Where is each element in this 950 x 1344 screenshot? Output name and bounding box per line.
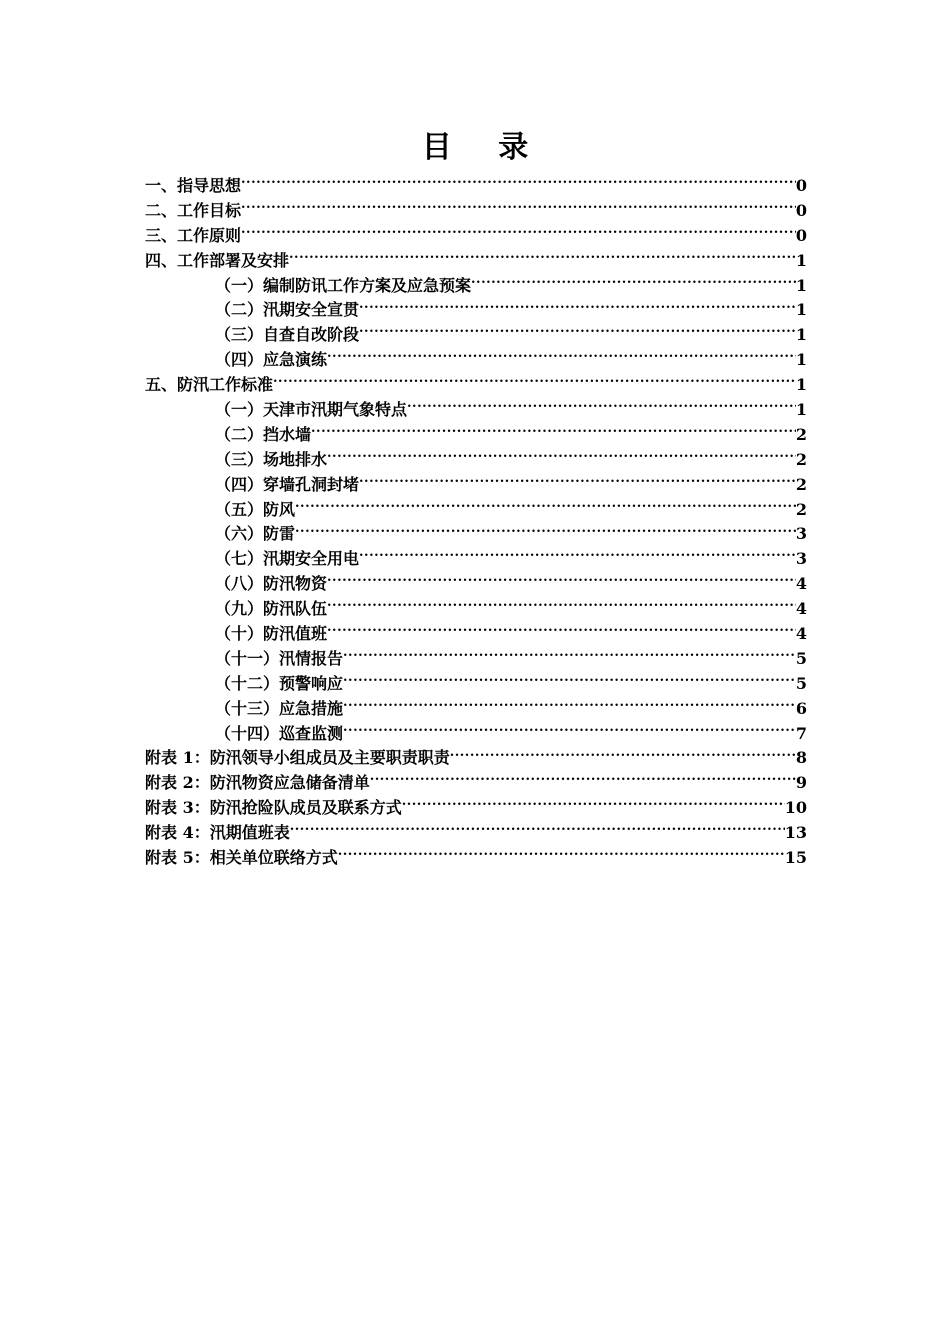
toc-entry-page-number: 1 xyxy=(795,375,807,395)
toc-dot-leader xyxy=(241,175,796,191)
toc-dot-leader xyxy=(370,772,796,788)
toc-entry-title: （十三）应急措施 xyxy=(215,698,344,718)
toc-entry[interactable] xyxy=(145,274,807,299)
toc-entry-title: 附表 3：防汛抢险队成员及联系方式 xyxy=(145,798,402,818)
toc-entry-title: （九）防汛队伍 xyxy=(215,599,328,619)
toc-dot-leader xyxy=(327,598,796,614)
toc-entry-page-number: 2 xyxy=(795,474,807,494)
toc-entry-title: （二）汛期安全宣贯 xyxy=(215,300,360,320)
toc-entry-page-number: 3 xyxy=(795,549,807,569)
toc-entry-page-number: 4 xyxy=(795,624,807,644)
toc-entry-page-number: 9 xyxy=(795,773,807,793)
toc-entry-page-number: 5 xyxy=(795,673,807,693)
table-of-contents xyxy=(145,174,807,871)
toc-entry-title: 附表 2：防汛物资应急储备清单 xyxy=(145,773,370,793)
toc-entry-title: （十一）汛情报告 xyxy=(215,648,344,668)
toc-dot-leader xyxy=(359,548,796,564)
toc-dot-leader xyxy=(343,723,796,739)
toc-entry-page-number: 13 xyxy=(784,823,807,843)
toc-dot-leader xyxy=(289,250,796,266)
toc-entry-page-number: 1 xyxy=(795,275,807,295)
toc-entry[interactable] xyxy=(145,771,807,796)
toc-entry[interactable] xyxy=(145,647,807,672)
toc-entry[interactable] xyxy=(145,697,807,722)
toc-entry-title: 二、工作目标 xyxy=(145,200,242,220)
toc-entry-page-number: 8 xyxy=(795,748,807,768)
toc-entry-page-number: 15 xyxy=(784,848,807,868)
toc-entry[interactable] xyxy=(145,746,807,771)
toc-entry-page-number: 2 xyxy=(795,449,807,469)
toc-entry[interactable] xyxy=(145,224,807,249)
toc-entry-page-number: 0 xyxy=(795,200,807,220)
toc-entry-title: （一）天津市汛期气象特点 xyxy=(215,400,408,420)
toc-dot-leader xyxy=(327,349,796,365)
toc-entry[interactable] xyxy=(145,846,807,871)
toc-entry-page-number: 2 xyxy=(795,424,807,444)
toc-entry[interactable] xyxy=(145,373,807,398)
toc-dot-leader xyxy=(471,275,796,291)
toc-entry[interactable] xyxy=(145,498,807,523)
toc-entry[interactable] xyxy=(145,448,807,473)
toc-entry-title: （一）编制防讯工作方案及应急预案 xyxy=(215,275,472,295)
toc-entry-page-number: 0 xyxy=(795,176,807,195)
toc-entry-page-number: 2 xyxy=(795,499,807,519)
toc-entry-page-number: 6 xyxy=(795,698,807,718)
toc-dot-leader xyxy=(273,374,796,390)
toc-entry[interactable] xyxy=(145,398,807,423)
toc-entry-page-number: 1 xyxy=(795,325,807,345)
toc-entry-title: （七）汛期安全用电 xyxy=(215,549,360,569)
toc-dot-leader xyxy=(338,847,785,863)
toc-entry-page-number: 4 xyxy=(795,574,807,594)
toc-entry-page-number: 4 xyxy=(795,599,807,619)
toc-dot-leader xyxy=(327,623,796,639)
toc-entry-title: 附表 5：相关单位联络方式 xyxy=(145,848,338,868)
toc-entry[interactable] xyxy=(145,622,807,647)
toc-entry[interactable] xyxy=(145,522,807,547)
toc-entry-page-number: 10 xyxy=(784,798,807,818)
toc-entry[interactable] xyxy=(145,796,807,821)
toc-entry[interactable] xyxy=(145,323,807,348)
toc-entry[interactable] xyxy=(145,249,807,274)
toc-entry-title: （六）防雷 xyxy=(215,524,296,544)
toc-dot-leader xyxy=(290,822,785,838)
toc-entry-title: 附表 4：汛期值班表 xyxy=(145,823,290,843)
toc-entry-page-number: 1 xyxy=(795,300,807,320)
toc-entry[interactable] xyxy=(145,821,807,846)
toc-entry-page-number: 1 xyxy=(795,400,807,420)
toc-entry[interactable] xyxy=(145,473,807,498)
toc-dot-leader xyxy=(241,200,796,216)
toc-entry-title: （十二）预警响应 xyxy=(215,673,344,693)
toc-entry-title: （五）防风 xyxy=(215,499,296,519)
toc-entry[interactable] xyxy=(145,597,807,622)
toc-entry-title: （二）挡水墙 xyxy=(215,424,312,444)
toc-entry-page-number: 1 xyxy=(795,350,807,370)
toc-entry[interactable] xyxy=(145,348,807,373)
toc-entry[interactable] xyxy=(145,547,807,572)
toc-entry-title: （四）应急演练 xyxy=(215,350,328,370)
toc-entry-title: （十四）巡查监测 xyxy=(215,723,344,743)
toc-entry-page-number: 0 xyxy=(795,225,807,245)
toc-entry-title: 四、工作部署及安排 xyxy=(145,250,290,270)
toc-entry[interactable] xyxy=(145,672,807,697)
toc-dot-leader xyxy=(327,573,796,589)
toc-entry[interactable] xyxy=(145,423,807,448)
toc-dot-leader xyxy=(359,474,796,490)
toc-entry-title: （三）场地排水 xyxy=(215,449,328,469)
toc-entry-title: （十）防汛值班 xyxy=(215,624,328,644)
toc-entry[interactable] xyxy=(145,174,807,199)
toc-entry-page-number: 3 xyxy=(795,524,807,544)
toc-dot-leader xyxy=(343,673,796,689)
toc-entry-title: （三）自查自改阶段 xyxy=(215,325,360,345)
toc-entry-title: 三、工作原则 xyxy=(145,225,242,245)
toc-entry-page-number: 5 xyxy=(795,648,807,668)
toc-dot-leader xyxy=(295,523,796,539)
toc-dot-leader xyxy=(450,747,796,763)
toc-entry-page-number: 1 xyxy=(795,250,807,270)
toc-dot-leader xyxy=(327,449,796,465)
toc-entry-title: 附表 1：防汛领导小组成员及主要职责职责 xyxy=(145,748,450,768)
toc-entry-title: 一、指导思想 xyxy=(145,176,242,195)
toc-entry-title: （四）穿墙孔洞封堵 xyxy=(215,474,360,494)
toc-entry-title: （八）防汛物资 xyxy=(215,574,328,594)
toc-entry[interactable] xyxy=(145,722,807,747)
toc-dot-leader xyxy=(241,225,796,241)
toc-entry-page-number: 7 xyxy=(795,723,807,743)
toc-dot-leader xyxy=(343,698,796,714)
toc-entry[interactable] xyxy=(145,572,807,597)
toc-dot-leader xyxy=(359,324,796,340)
toc-dot-leader xyxy=(402,797,785,813)
toc-dot-leader xyxy=(343,648,796,664)
toc-dot-leader xyxy=(407,399,796,415)
toc-dot-leader xyxy=(311,424,796,440)
toc-entry[interactable] xyxy=(145,298,807,323)
toc-entry[interactable] xyxy=(145,199,807,224)
toc-dot-leader xyxy=(295,499,796,515)
page-title: 目 录 xyxy=(421,130,547,165)
toc-entry-title: 五、防汛工作标准 xyxy=(145,375,274,395)
toc-dot-leader xyxy=(359,299,796,315)
